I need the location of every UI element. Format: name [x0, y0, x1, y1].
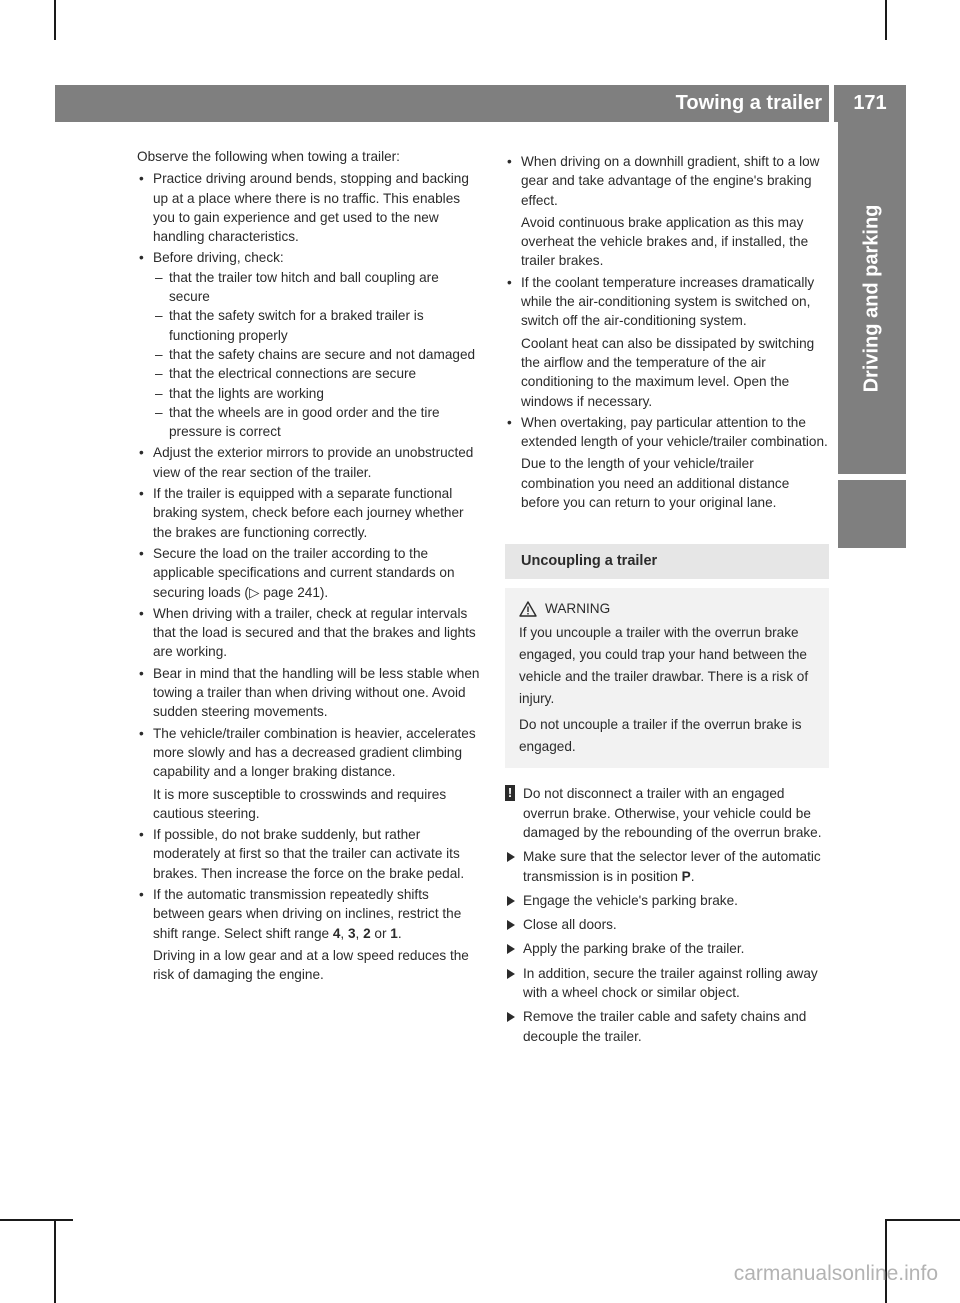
- step-item: [505, 1007, 829, 1046]
- warning-title-row: [519, 598, 821, 620]
- step-item: [505, 915, 829, 934]
- list-item-text: • Practice driving around bends, stopping and backing up at a place where there is no traffic. This enables you to gain experience and get used to the new handling characteristics.: [153, 171, 469, 245]
- list-item-text: • The vehicle/trailer combination is heavier, accelerates more slowly and has a decreased gradient climbing capability and a longer braking distance.: [153, 725, 476, 780]
- list-item-text: Avoid continuous brake application as this may overheat the vehicle brakes and, if installed, the trailer brakes.: [521, 214, 809, 269]
- step-item: [505, 939, 829, 958]
- list-item: [137, 604, 481, 662]
- list-item-text: • Secure the load on the trailer according to the applicable specifications and current standards on securing loads (▷ page 241).: [153, 545, 455, 600]
- step-arrow-icon: [507, 852, 515, 862]
- list-item: [137, 248, 481, 441]
- shift-range-1: 1: [390, 925, 398, 941]
- separator: or: [370, 925, 391, 941]
- list-item-text: [153, 885, 481, 943]
- step-text: Close all doors.: [523, 917, 617, 933]
- page-number: 171: [853, 92, 887, 114]
- separator: ,: [355, 925, 364, 941]
- list-item-text: • Adjust the exterior mirrors to provide an unobstructed view of the rear section of the trailer.: [153, 445, 474, 480]
- crop-mark-top-left-vertical: [54, 0, 56, 40]
- list-item-text: • When overtaking, pay particular attention to the extended length of your vehicle/trailer combination.: [521, 414, 828, 450]
- step-arrow-icon: [507, 969, 515, 979]
- section-heading: Uncoupling a trailer: [505, 544, 829, 579]
- notice: [505, 784, 829, 842]
- step-text: Make sure that the selector lever of the automatic transmission is in position: [523, 849, 821, 884]
- list-item-text: Driving in a low gear and at a low speed reduces the risk of damaging the engine.: [153, 947, 469, 983]
- sub-list-item: – that the electrical connections are secure: [153, 364, 481, 383]
- step-text: In addition, secure the trailer against rolling away with a wheel chock or similar object.: [523, 965, 818, 1001]
- shift-range-2: 2: [363, 925, 371, 941]
- chapter-tab-label: Driving and parking: [860, 204, 883, 392]
- list-item: [137, 885, 481, 984]
- sub-list-item: – that the wheels are in good order and the tire pressure is correct: [153, 403, 481, 442]
- right-column: [505, 152, 829, 1046]
- page-header-title: Towing a trailer: [675, 92, 822, 114]
- list-item-text: It is more susceptible to crosswinds and requires cautious steering.: [153, 786, 447, 821]
- gear-position: P: [681, 868, 691, 884]
- step-arrow-icon: [507, 944, 515, 954]
- crop-mark-bottom-right-horizontal: [886, 1219, 960, 1221]
- warning-box: [505, 588, 829, 768]
- crop-mark-top-right-vertical: [885, 0, 887, 40]
- step-text: Apply the parking brake of the trailer.: [523, 941, 745, 957]
- crop-mark-bottom-left-horizontal: [0, 1219, 73, 1221]
- notice-text: Do not disconnect a trailer with an engaged overrun brake. Otherwise, your vehicle could be damaged by the rebounding of the overrun brake.: [523, 786, 822, 840]
- sentence-end: .: [397, 925, 402, 941]
- list-item-text: • When driving with a trailer, check at regular intervals that the load is secured and that the brakes and lights are working.: [153, 605, 476, 660]
- step-item: [505, 891, 829, 910]
- step-arrow-icon: [507, 920, 515, 930]
- shift-range-3: 3: [347, 925, 356, 941]
- step-item: [505, 847, 829, 886]
- warning-text: If you uncouple a trailer with the overrun brake engaged, you could trap your hand between the vehicle and the trailer drawbar. There is a risk of injury.: [519, 625, 809, 707]
- list-item-text: • If the trailer is equipped with a separate functional braking system, check before each journey whether the brakes are functioning correctly.: [153, 486, 464, 540]
- intro-text: Observe the following when towing a trailer:: [137, 149, 400, 164]
- list-item: [137, 443, 481, 482]
- list-item: [137, 664, 481, 722]
- list-item-text: Due to the length of your vehicle/trailer combination you need an additional distance before you can return to your original lane.: [521, 456, 790, 511]
- chapter-tab-label-wrapper: [838, 122, 906, 474]
- exclamation-icon: !: [505, 785, 515, 801]
- separator: ,: [340, 925, 348, 941]
- shift-range-text: If the automatic transmission repeatedly shifts between gears when driving on inclines, restrict the shift range. Select shift range: [153, 886, 462, 941]
- shift-range-4: 4: [332, 925, 341, 941]
- step-arrow-icon: [507, 1012, 515, 1022]
- warning-title: WARNING: [545, 601, 611, 617]
- step-text: Engage the vehicle's parking brake.: [523, 892, 738, 908]
- list-item-text: • If the coolant temperature increases dramatically while the air-conditioning system is switched on, switch off the air-conditioning system.: [521, 274, 815, 329]
- left-column: [137, 147, 481, 986]
- list-item: [137, 825, 481, 883]
- sub-list-item: – that the safety switch for a braked trailer is functioning properly: [153, 306, 481, 345]
- list-item: [505, 152, 829, 271]
- sentence-end: .: [690, 868, 695, 884]
- list-item-text: Coolant heat can also be dissipated by switching the airflow and the temperature of the air conditioning to the maximum level. Open the windows if necessary.: [521, 335, 815, 409]
- sub-list-item: – that the lights are working: [153, 384, 481, 403]
- list-item-text: • When driving on a downhill gradient, shift to a low gear and take advantage of the engine's braking effect.: [521, 154, 820, 208]
- list-item: [137, 724, 481, 823]
- sub-list-item: – that the safety chains are secure and not damaged: [153, 345, 481, 364]
- warning-triangle-icon: [519, 601, 537, 617]
- list-item: [137, 544, 481, 602]
- chapter-tab-marker: [838, 480, 906, 548]
- list-item: [505, 413, 829, 512]
- list-item: [505, 273, 829, 411]
- warning-text: Do not uncouple a trailer if the overrun brake is engaged.: [519, 717, 802, 755]
- list-item-text: • If possible, do not brake suddenly, but rather moderately at first so that the trailer can activate its brakes. Then increase the force on the brake pedal.: [153, 827, 465, 881]
- sub-list-item: – that the trailer tow hitch and ball coupling are secure: [153, 268, 481, 307]
- list-item: [137, 169, 481, 246]
- step-item: [505, 964, 829, 1003]
- step-arrow-icon: [507, 896, 515, 906]
- step-text: Remove the trailer cable and safety chains and decouple the trailer.: [523, 1009, 807, 1044]
- watermark: carmanualsonline.info: [733, 1262, 938, 1285]
- crop-mark-bottom-right-vertical: [885, 1219, 887, 1303]
- crop-mark-bottom-left-vertical: [54, 1219, 56, 1303]
- sub-list: [153, 268, 481, 442]
- list-item-text: • Bear in mind that the handling will be less stable when towing a trailer than when driving without one. Avoid sudden steering movements.: [153, 665, 480, 720]
- list-item-text: • Before driving, check:: [153, 250, 284, 266]
- list-item: [137, 484, 481, 542]
